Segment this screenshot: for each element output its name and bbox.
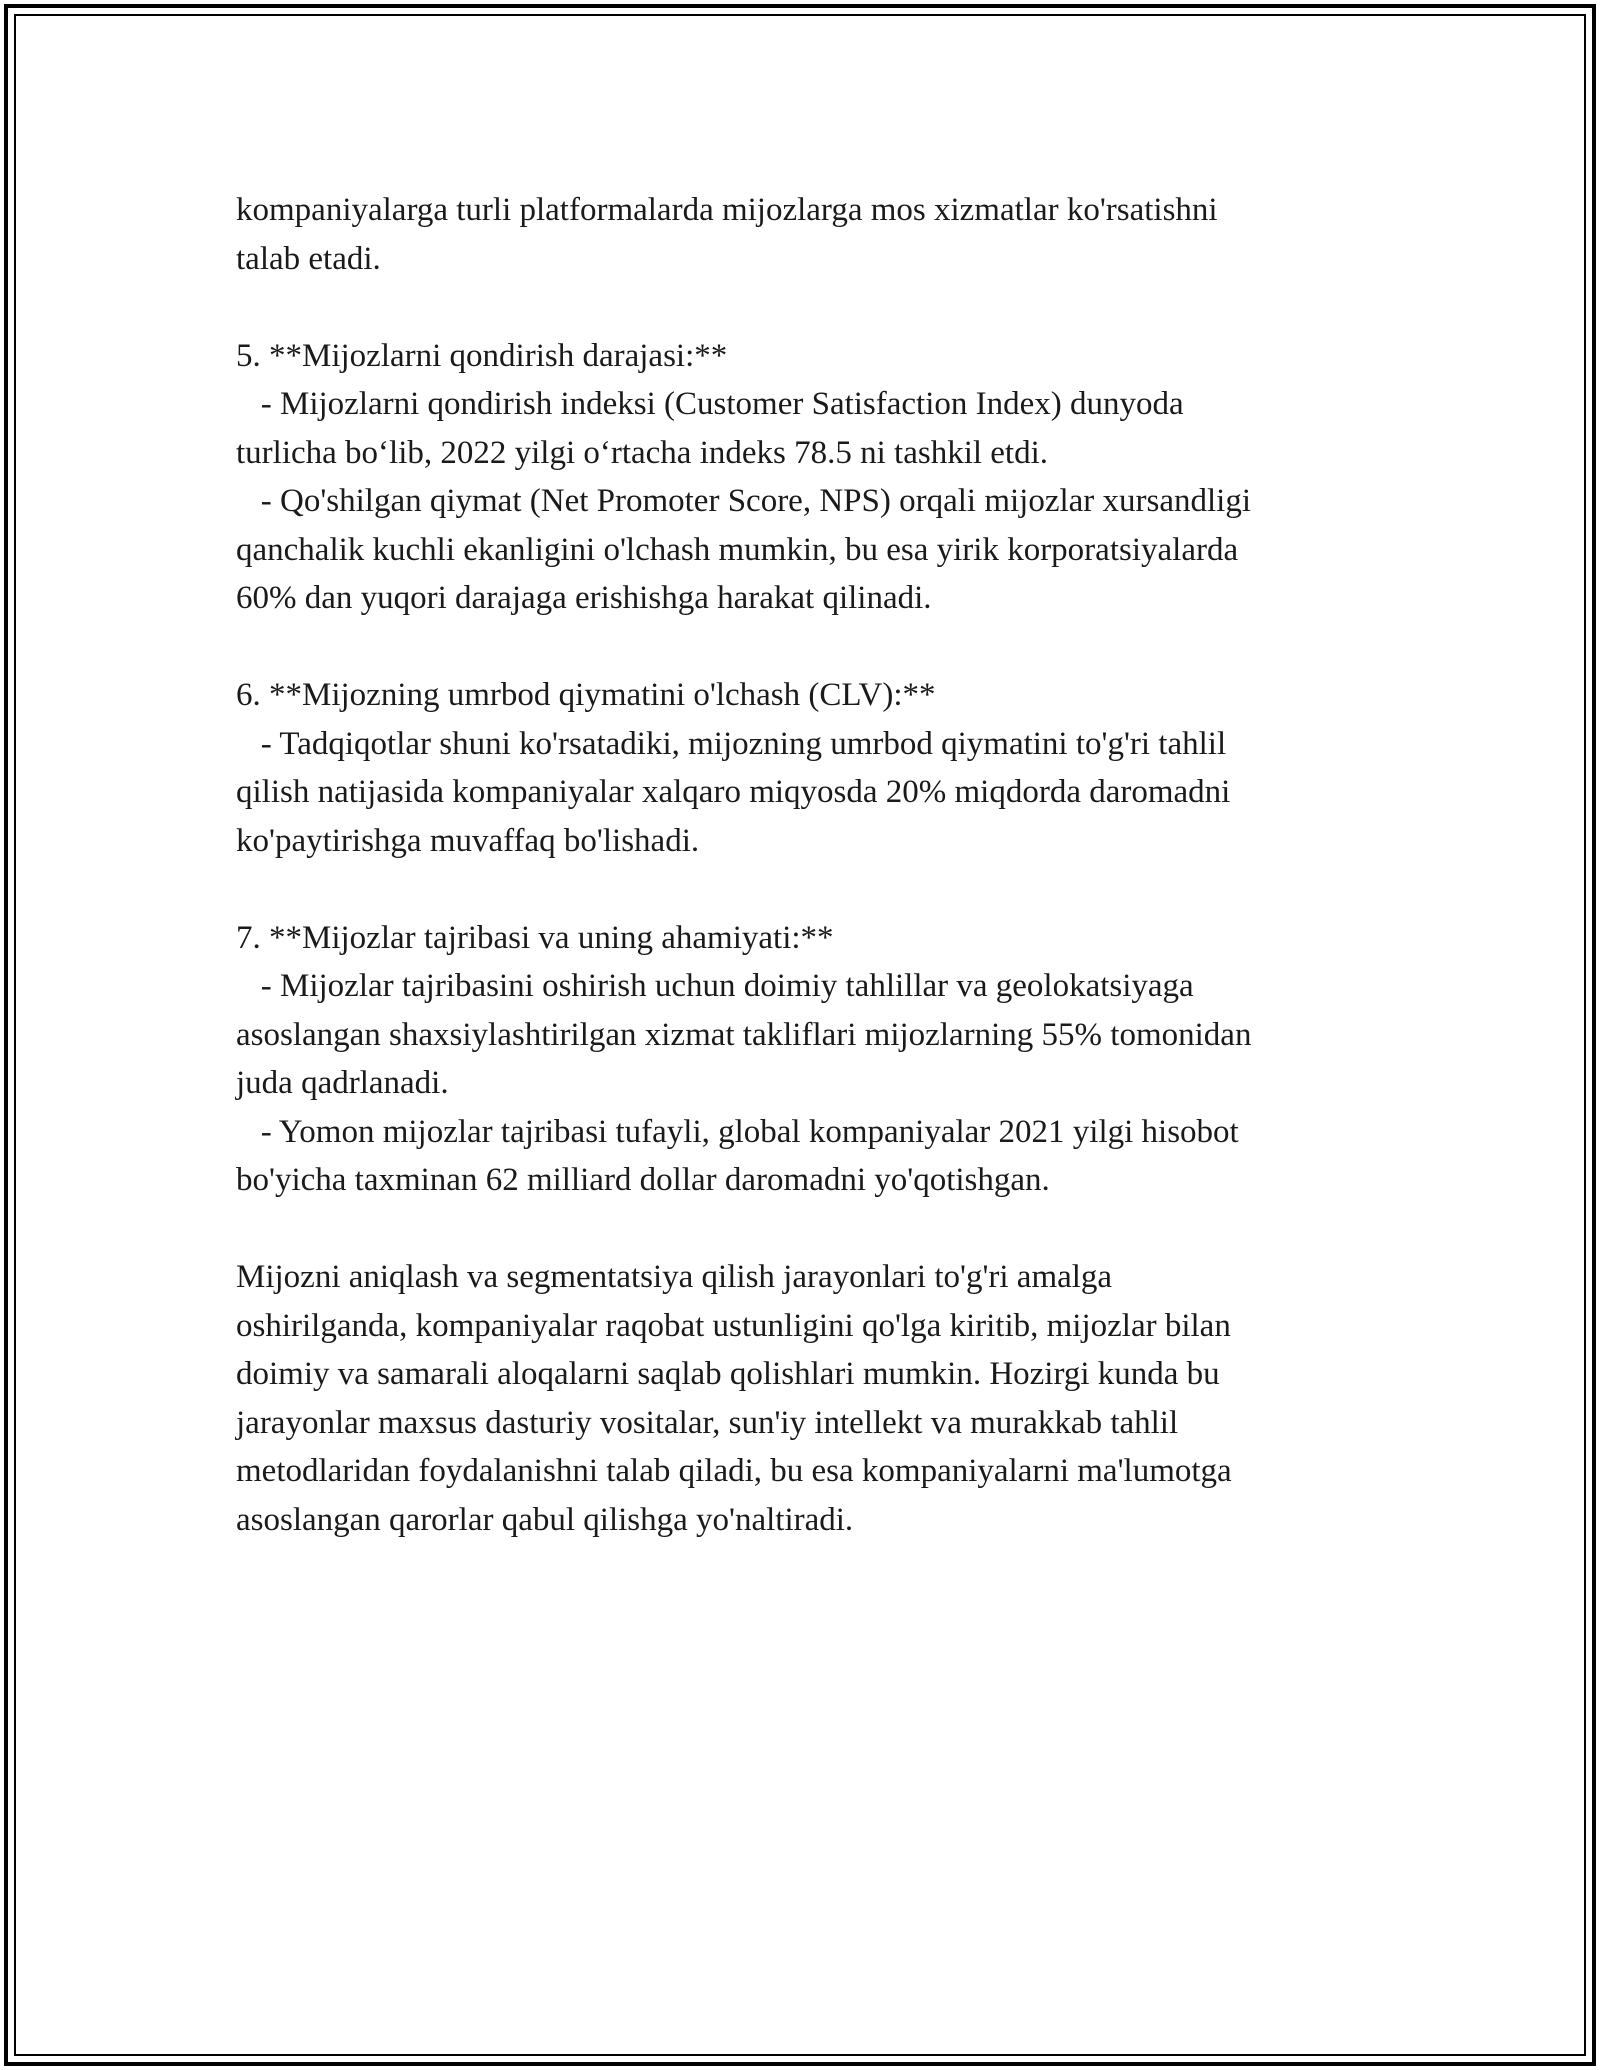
text-line: bo'yicha taxminan 62 milliard dollar daromadni yo'qotishgan. xyxy=(236,1162,1050,1198)
section-6 xyxy=(236,671,1386,865)
text-line: - Mijozlar tajribasini oshirish uchun doimiy tahlillar va geolokatsiyaga xyxy=(236,968,1194,1004)
text-line: 60% dan yuqori darajaga erishishga harakat qilinadi. xyxy=(236,580,932,616)
paragraph-gap xyxy=(236,623,1386,672)
text-line: turlicha bo‘lib, 2022 yilgi o‘rtacha indeks 78.5 ni tashkil etdi. xyxy=(236,434,1049,471)
section-heading: 7. **Mijozlar tajribasi va uning ahamiyati:** xyxy=(236,919,834,956)
text-line: oshirilganda, kompaniyalar raqobat ustunligini qo'lga kiritib, mijozlar bilan xyxy=(236,1307,1231,1344)
text-line: Mijozni aniqlash va segmentatsiya qilish jarayonlari to'g'ri amalga xyxy=(236,1259,1113,1295)
text-line: jarayonlar maxsus dasturiy vositalar, sun'iy intellekt va murakkab tahlil xyxy=(236,1404,1179,1441)
text-line: kompaniyalarga turli platformalarda mijozlarga mos xizmatlar ko'rsatishni xyxy=(236,192,1218,228)
text-line: - Tadqiqotlar shuni ko'rsatadiki, mijozning umrbod qiymatini to'g'ri tahlil xyxy=(236,725,1227,762)
text-line: ko'paytirishga muvaffaq bo'lishadi. xyxy=(236,822,700,859)
document-body xyxy=(236,186,1386,1544)
paragraph-gap xyxy=(236,1205,1386,1254)
text-line: - Mijozlarni qondirish indeksi (Customer Satisfaction Index) dunyoda xyxy=(236,386,1184,422)
section-heading: 6. **Mijozning umrbod qiymatini o'lchash (CLV):** xyxy=(236,677,936,713)
text-line: - Yomon mijozlar tajribasi tufayli, global kompaniyalar 2021 yilgi hisobot xyxy=(236,1113,1239,1150)
text-line: juda qadrlanadi. xyxy=(236,1065,449,1101)
section-7 xyxy=(236,914,1386,1205)
text-line: doimiy va samarali aloqalarni saqlab qolishlari mumkin. Hozirgi kunda bu xyxy=(236,1356,1220,1392)
section-5 xyxy=(236,332,1386,623)
text-line: talab etadi. xyxy=(236,240,381,277)
text-line: asoslangan qarorlar qabul qilishga yo'naltiradi. xyxy=(236,1501,854,1538)
text-line: - Qo'shilgan qiymat (Net Promoter Score, NPS) orqali mijozlar xursandligi xyxy=(236,483,1252,519)
section-heading: 5. **Mijozlarni qondirish darajasi:** xyxy=(236,337,728,374)
intro-paragraph xyxy=(236,186,1386,283)
text-line: qilish natijasida kompaniyalar xalqaro miqyosda 20% miqdorda daromadni xyxy=(236,774,1231,810)
text-line: asoslangan shaxsiylashtirilgan xizmat takliflari mijozlarning 55% tomonidan xyxy=(236,1016,1252,1053)
paragraph-gap xyxy=(236,283,1386,332)
conclusion-paragraph xyxy=(236,1253,1386,1544)
text-line: metodlaridan foydalanishni talab qiladi, bu esa kompaniyalarni ma'lumotga xyxy=(236,1453,1232,1489)
paragraph-gap xyxy=(236,865,1386,914)
text-line: qanchalik kuchli ekanligini o'lchash mumkin, bu esa yirik korporatsiyalarda xyxy=(236,531,1239,568)
